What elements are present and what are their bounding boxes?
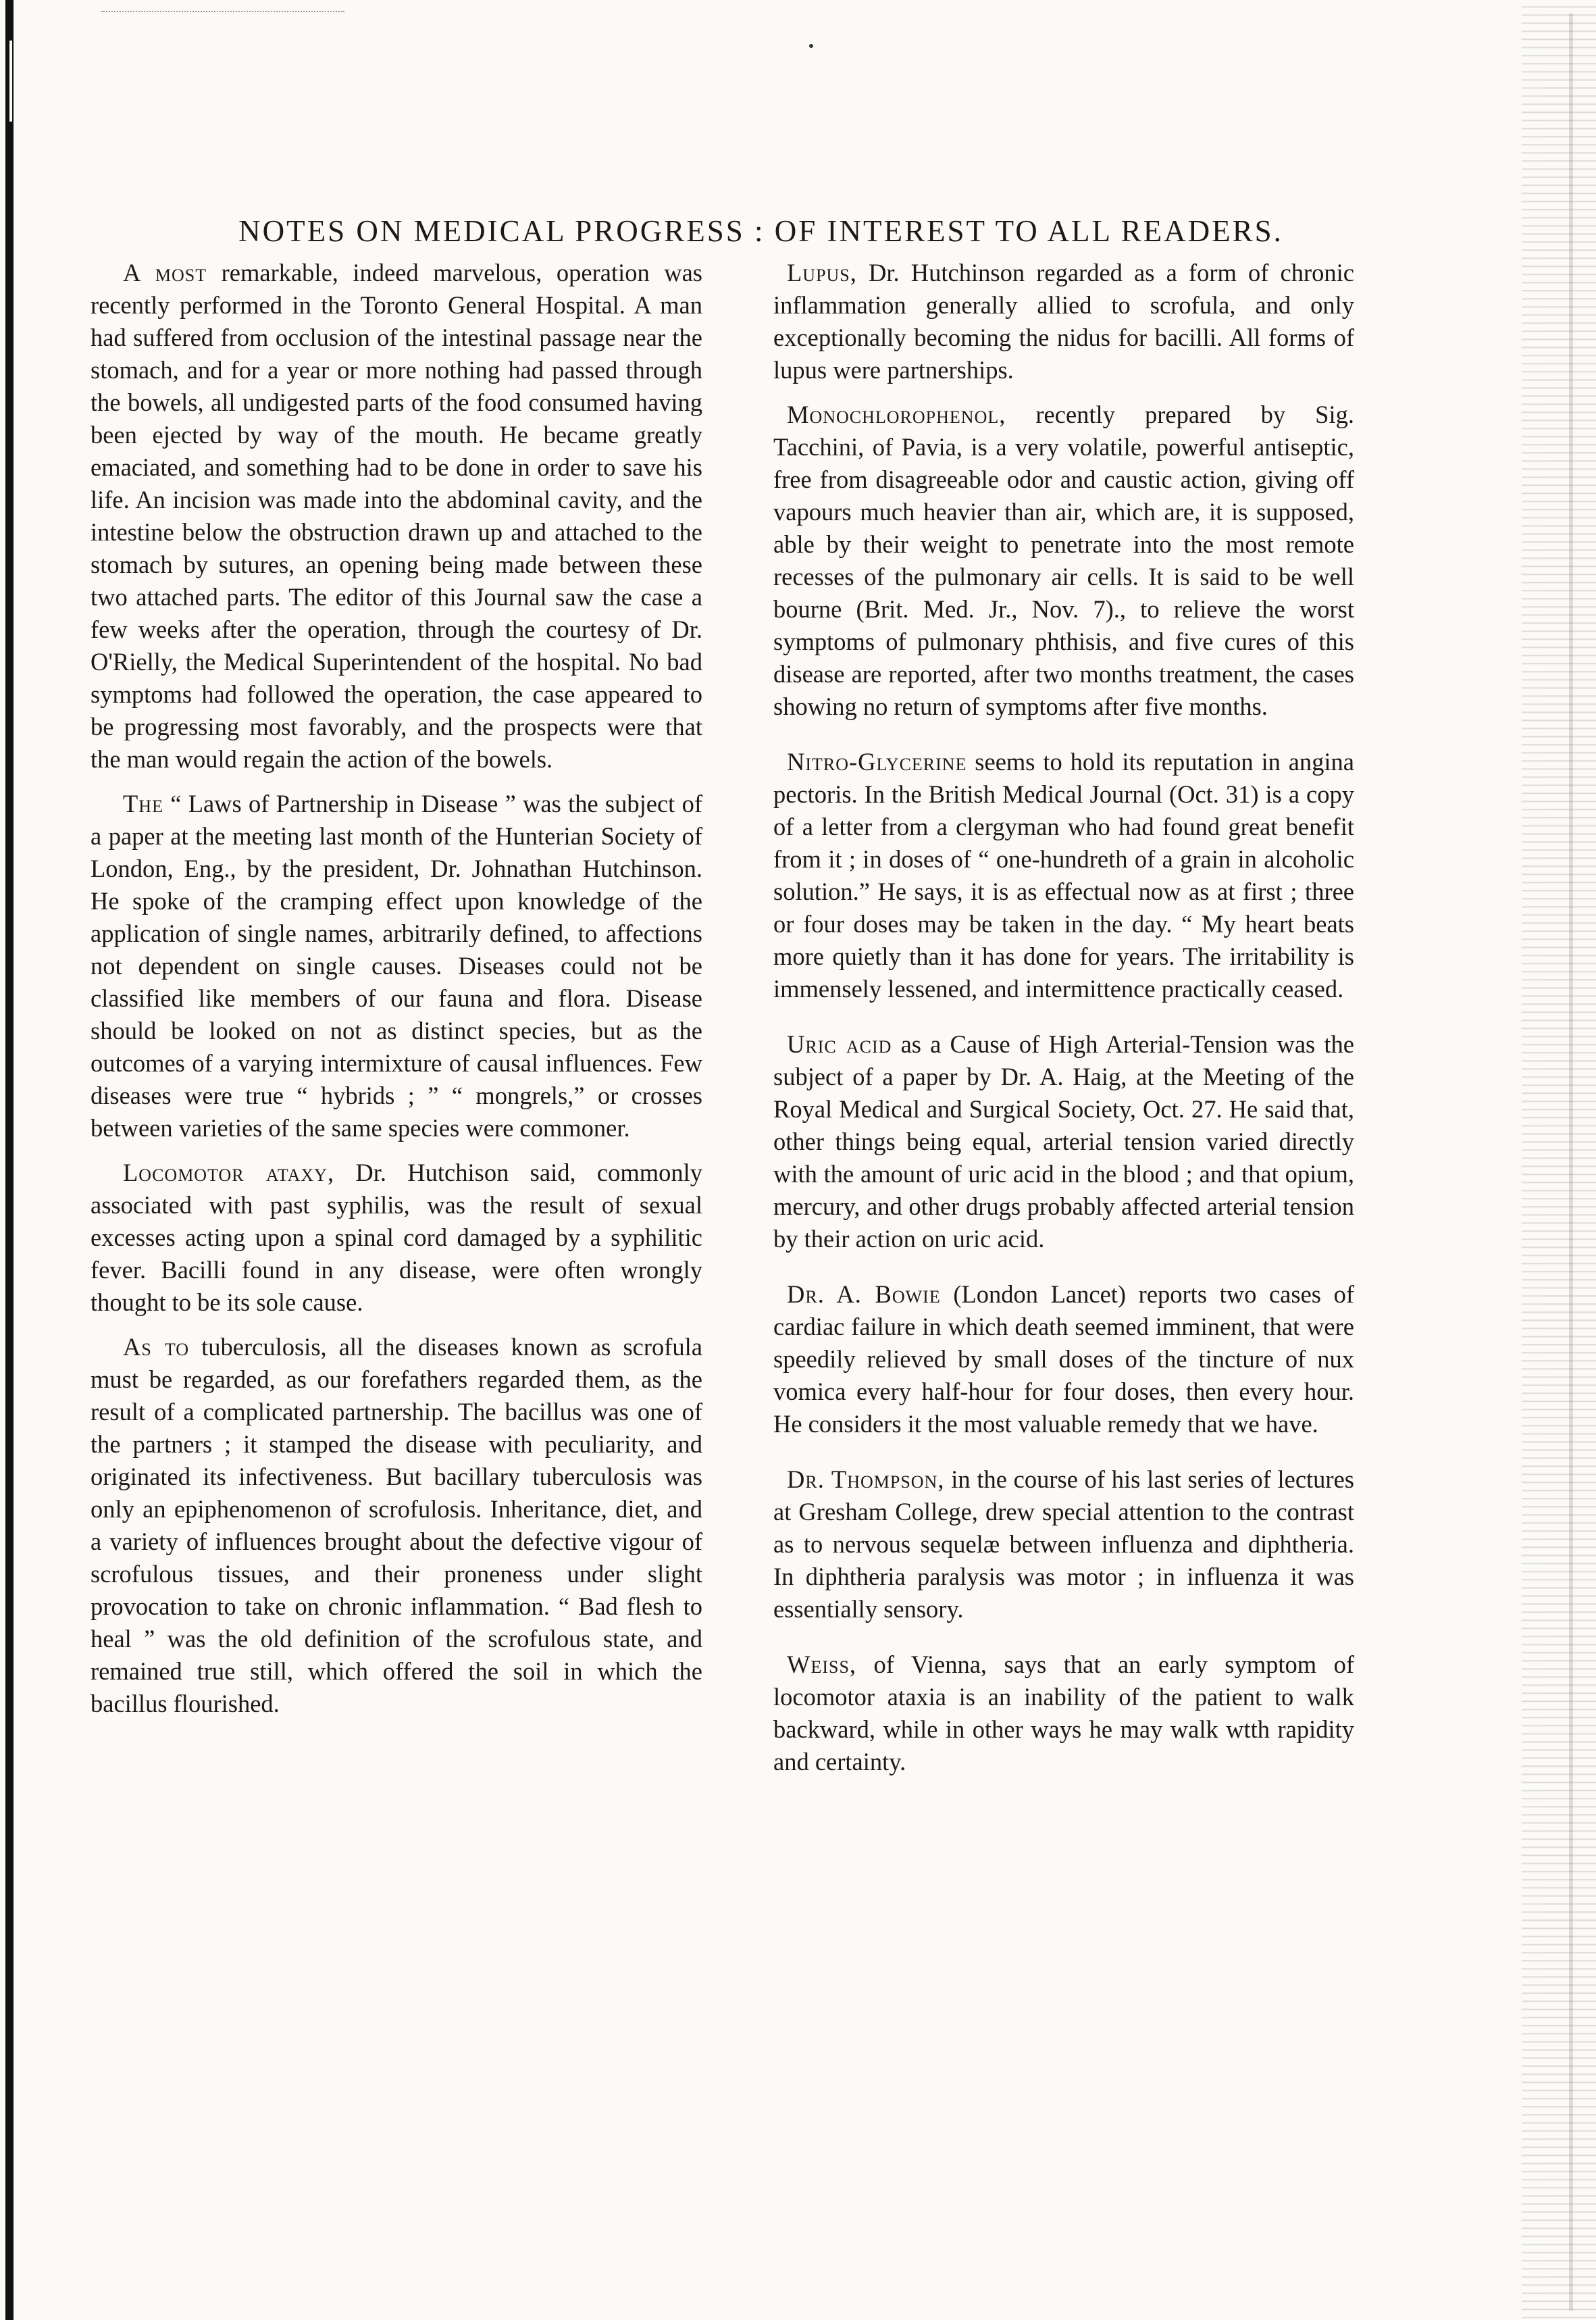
paragraph-text: of Vienna, says that an early symptom of locomotor ataxia is an inability of the patient to walk backward, while in other ways he may walk wtth rapidity and certainty. [773, 1650, 1354, 1775]
paragraph-text: seems to hold its reputation in angina pectoris. In the British Medical Journal (Oct. 31) is a copy of a letter from a clergyman who had found great benefit from it ; in doses of “ one-hundreth of a grain in alcoholic solution.” He says, it is as effectual now as at first ; three or four doses may be taken in the day. “ My heart beats more quietly than it has done for years. The irritability is immensely lessened, and intermittence practically ceased. [773, 748, 1354, 1003]
paragraph-lead: Locomotor ataxy, [123, 1159, 335, 1186]
top-margin-marks [101, 4, 344, 12]
page-title: NOTES ON MEDICAL PROGRESS : OF INTEREST TO ALL READERS. [238, 214, 1283, 249]
paragraph-text: tuberculosis, all the diseases known as scrofula must be regarded, as our forefathers regarded them, as the result of a complicated partnership. The bacillus was one of the partners ; it stamped the disease with peculiarity, and originated its infectiveness. But bacillary tuberculosis was only an epiphenomenon of scrofulosis. Inheritance, diet, and a variety of influences brought about the defective vigour of scrofulous tissues, and their proneness under slight provocation to take on chronic inflammation. “ Bad flesh to heal ” was the old definition of the scrofulous state, and remained true still, which offered the soil in which the bacillus flourished. [91, 1333, 702, 1717]
right-column [773, 257, 1354, 1790]
paragraph-text: Dr. Hutchison said, commonly associated with past syphilis, was the result of sexual excesses acting upon a spinal cord damaged by a syphilitic fever. Bacilli found in any disease, were often wrongly thought to be its sole cause. [91, 1159, 703, 1316]
paragraph-text: as a Cause of High Arterial-Tension was the subject of a paper by Dr. A. Haig, at the Meeting of the Royal Medical and Surgical Society, Oct. 27. He said that, other things being equal, arterial tension varied directly with the amount of uric acid in the blood ; and that opium, mercury, and other drugs probably affected arterial tension by their action on uric acid. [773, 1030, 1354, 1253]
paragraph-lead: Monochlorophenol, [787, 401, 1006, 428]
article-weiss [773, 1648, 1354, 1778]
paragraph-text: Dr. Hutchinson regarded as a form of chronic inflammation generally allied to scrofula, and only exceptionally becoming the nidus for bacilli. All forms of lupus were partnerships. [773, 259, 1354, 384]
article-monochlorophenol [773, 399, 1354, 723]
paragraph-text: “ Laws of Partnership in Disease ” was the subject of a paper at the meeting last month of the Hunterian Society of London, Eng., by the president, Dr. Johnathan Hutchinson. He spoke of the cramping effect upon knowledge of the application of single names, arbitrarily defined, to affections not dependent on single causes. Diseases could not be classified like members of our fauna and flora. Disease should be looked on not as distinct species, but as the outcomes of a varying intermixture of causal influences. Few diseases were true “ hybrids ; ” “ mongrels,” or crosses between varieties of the same species were commoner. [91, 790, 702, 1142]
paragraph-text: remarkable, indeed marvelous, operation was recently performed in the Toronto General Hospital. A man had suffered from occlusion of the intestinal passage near the stomach, and for a year or more nothing had passed through the bowels, all undigested parts of the food consumed having been ejected by way of the mouth. He became greatly emaciated, and something had to be done in order to save his life. An incision was made into the abdominal cavity, and the intestine below the obstruction drawn up and attached to the stomach by sutures, an opening being made between these two attached parts. The editor of this Journal saw the case a few weeks after the operation, through the courtesy of Dr. O'Rielly, the Medical Superintendent of the hospital. No bad symptoms had followed the operation, the case appeared to be progressing most favorably, and the prospects were that the man would regain the action of the bowels. [91, 259, 703, 773]
article-thompson [773, 1463, 1354, 1625]
paragraph-text: (London Lancet) reports two cases of cardiac failure in which death seemed imminent, that were speedily relieved by small doses of the tincture of nux vomica every half-hour for four doses, then every hour. He considers it the most valuable remedy that we have. [773, 1280, 1355, 1438]
paragraph-lead: Weiss, [787, 1650, 857, 1678]
paragraph-lead: Dr. Thompson, [787, 1465, 945, 1493]
article-bowie [773, 1278, 1354, 1440]
paragraph-lead: As to [123, 1333, 190, 1361]
paragraph-lead: Dr. A. Bowie [787, 1280, 941, 1308]
article-toronto-operation [91, 257, 702, 776]
binding-edge [5, 0, 14, 2320]
article-locomotor-ataxy [91, 1157, 702, 1319]
article-nitro-glycerine [773, 746, 1354, 1005]
paragraph-lead: Nitro-Glycerine [787, 748, 967, 776]
paragraph-lead: Uric acid [787, 1030, 892, 1058]
article-uric-acid [773, 1028, 1354, 1255]
paragraph-lead: The [123, 790, 163, 817]
paragraph-text: in the course of his last series of lectures at Gresham College, drew special attention to the contrast as to nervous sequelæ between influenza and diphtheria. In diphtheria paralysis was motor ; in influenza it was essentially sensory. [773, 1465, 1354, 1623]
paragraph-lead: Lupus, [787, 259, 857, 286]
page-edge-noise [1522, 0, 1596, 2320]
article-laws-of-partnership [91, 788, 702, 1144]
ink-dot [809, 44, 813, 48]
article-tuberculosis [91, 1331, 702, 1720]
article-lupus [773, 257, 1354, 386]
paragraph-lead: A most [123, 259, 207, 286]
paragraph-text: recently prepared by Sig. Tacchini, of Pavia, is a very volatile, powerful antiseptic, free from disagreeable odor and caustic action, giving off vapours much heavier than air, which are, it is supposed, able by their weight to penetrate into the most remote recesses of the pulmonary air cells. It is said to be well bourne (Brit. Med. Jr., Nov. 7)., to relieve the worst symptoms of pulmonary phthisis, and five cures of this disease are reported, after two months treatment, the cases showing no return of symptoms after five months. [773, 401, 1354, 720]
left-column [91, 257, 702, 1732]
